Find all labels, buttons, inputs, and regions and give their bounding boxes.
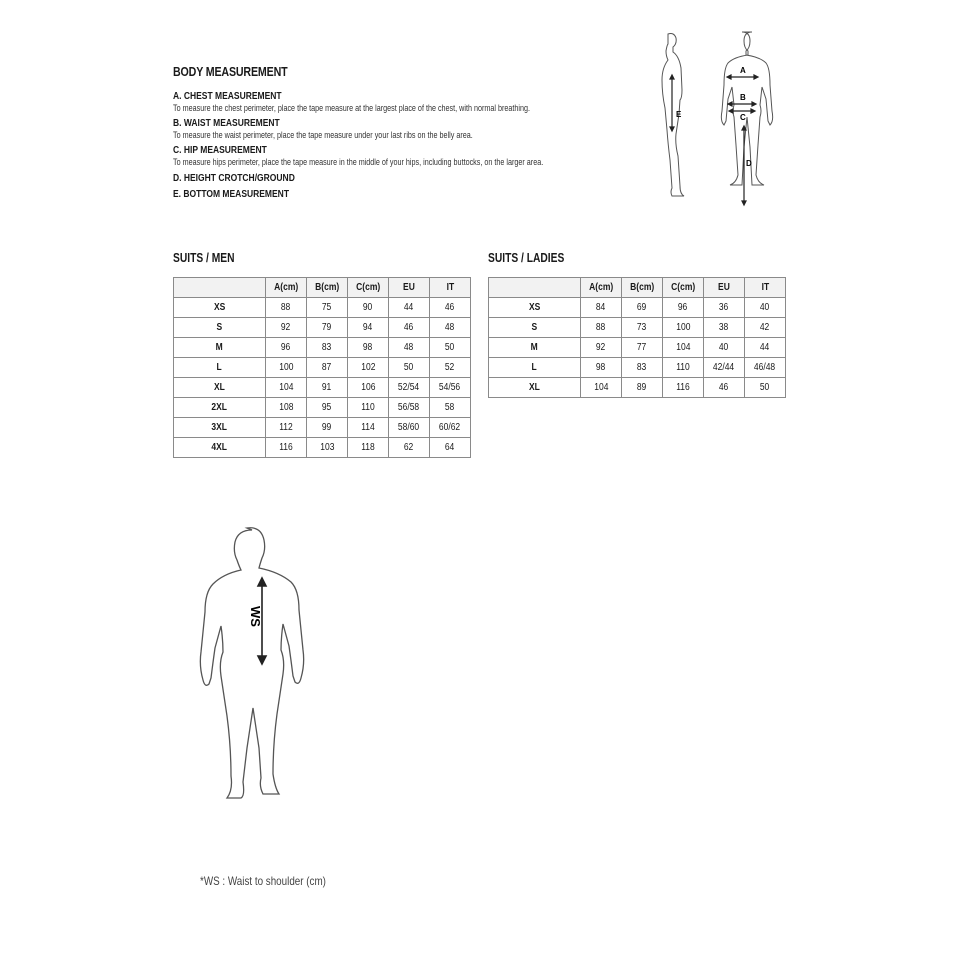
size-value: 62 — [389, 438, 430, 458]
table-row — [489, 298, 786, 318]
size-label: L — [489, 358, 581, 378]
table-row — [489, 338, 786, 358]
size-value: 44 — [389, 298, 430, 318]
size-value: 108 — [266, 398, 307, 418]
size-label: S — [489, 318, 581, 338]
size-label: M — [489, 338, 581, 358]
size-value: 98 — [581, 358, 622, 378]
table-row — [174, 338, 471, 358]
header-label: B(cm) — [629, 282, 655, 293]
table-row — [174, 398, 471, 418]
ladies-table-title: SUITS / LADIES — [488, 251, 565, 265]
size-value: 88 — [266, 298, 307, 318]
size-value: 102 — [348, 358, 389, 378]
size-value: 100 — [663, 318, 704, 338]
measurement-d-heading: D. HEIGHT CROTCH/GROUND — [173, 173, 295, 184]
ladies-col-header — [745, 278, 786, 298]
size-value: 42/44 — [704, 358, 745, 378]
size-value: 91 — [307, 378, 348, 398]
size-value: 112 — [266, 418, 307, 438]
label-a: A — [740, 66, 746, 75]
label-d: D — [746, 159, 752, 168]
size-label: 4XL — [174, 438, 266, 458]
body-measurement-diagram — [650, 28, 780, 213]
header-label: A(cm) — [273, 282, 299, 293]
size-value: 100 — [266, 358, 307, 378]
size-label: XS — [489, 298, 581, 318]
measurement-a-heading: A. CHEST MEASUREMENT — [173, 91, 282, 102]
header-label: C(cm) — [355, 282, 381, 293]
ladies-col-header — [581, 278, 622, 298]
men-size-table — [173, 277, 471, 458]
table-row — [489, 378, 786, 398]
ladies-col-header — [622, 278, 663, 298]
size-value: 96 — [266, 338, 307, 358]
measurement-b-desc: To measure the waist perimeter, place the tape measure under your last ribs on the belly area. — [173, 130, 473, 140]
header-label: EU — [403, 282, 415, 293]
size-value: 42 — [745, 318, 786, 338]
size-value: 104 — [581, 378, 622, 398]
size-label: L — [174, 358, 266, 378]
size-value: 64 — [430, 438, 471, 458]
table-row — [489, 318, 786, 338]
table-row — [174, 318, 471, 338]
header-label: IT — [761, 282, 769, 293]
measurement-c-heading: C. HIP MEASUREMENT — [173, 145, 267, 156]
size-label: 2XL — [174, 398, 266, 418]
size-value: 48 — [389, 338, 430, 358]
label-c: C — [740, 113, 746, 122]
size-value: 92 — [581, 338, 622, 358]
size-value: 46 — [389, 318, 430, 338]
size-value: 110 — [663, 358, 704, 378]
men-table-title: SUITS / MEN — [173, 251, 235, 265]
table-row — [174, 378, 471, 398]
size-value: 69 — [622, 298, 663, 318]
size-value: 46/48 — [745, 358, 786, 378]
label-e: E — [676, 110, 682, 119]
header-label: C(cm) — [670, 282, 696, 293]
size-value: 92 — [266, 318, 307, 338]
size-value: 83 — [622, 358, 663, 378]
measurement-e-heading: E. BOTTOM MEASUREMENT — [173, 189, 290, 200]
men-col-header — [430, 278, 471, 298]
size-value: 54/56 — [430, 378, 471, 398]
size-value: 118 — [348, 438, 389, 458]
table-row — [174, 438, 471, 458]
table-header-row — [174, 278, 471, 298]
size-value: 46 — [430, 298, 471, 318]
measurement-b-heading: B. WAIST MEASUREMENT — [173, 118, 280, 129]
measurement-c-desc: To measure hips perimeter, place the tape measure in the middle of your hips, including buttocks, on the larger area. — [173, 157, 544, 167]
label-b: B — [740, 93, 746, 102]
table-row — [174, 358, 471, 378]
size-value: 52/54 — [389, 378, 430, 398]
size-value: 60/62 — [430, 418, 471, 438]
ladies-col-header — [704, 278, 745, 298]
size-value: 94 — [348, 318, 389, 338]
body-outline — [200, 528, 303, 798]
size-value: 84 — [581, 298, 622, 318]
size-value: 56/58 — [389, 398, 430, 418]
ladies-header-corner — [489, 278, 581, 298]
size-label: S — [174, 318, 266, 338]
size-value: 58/60 — [389, 418, 430, 438]
table-row — [174, 298, 471, 318]
size-value: 52 — [430, 358, 471, 378]
size-value: 116 — [266, 438, 307, 458]
size-value: 38 — [704, 318, 745, 338]
header-label: A(cm) — [588, 282, 614, 293]
ws-note: *WS : Waist to shoulder (cm) — [200, 874, 326, 888]
size-value: 50 — [745, 378, 786, 398]
size-value: 106 — [348, 378, 389, 398]
waist-to-shoulder-figure — [195, 522, 315, 842]
size-value: 96 — [663, 298, 704, 318]
size-value: 50 — [389, 358, 430, 378]
size-value: 83 — [307, 338, 348, 358]
men-col-header — [348, 278, 389, 298]
size-value: 44 — [745, 338, 786, 358]
size-value: 40 — [745, 298, 786, 318]
size-value: 89 — [622, 378, 663, 398]
size-value: 87 — [307, 358, 348, 378]
men-col-header — [266, 278, 307, 298]
size-value: 48 — [430, 318, 471, 338]
size-label: XL — [489, 378, 581, 398]
size-value: 116 — [663, 378, 704, 398]
header-label: IT — [446, 282, 454, 293]
size-value: 103 — [307, 438, 348, 458]
header-label: EU — [718, 282, 730, 293]
size-value: 110 — [348, 398, 389, 418]
size-value: 114 — [348, 418, 389, 438]
men-col-header — [307, 278, 348, 298]
size-value: 98 — [348, 338, 389, 358]
measurement-a-desc: To measure the chest perimeter, place the tape measure at the largest place of the chest, with normal breathing. — [173, 103, 530, 113]
table-header-row — [489, 278, 786, 298]
table-row — [489, 358, 786, 378]
table-row — [174, 418, 471, 438]
size-label: XS — [174, 298, 266, 318]
men-header-corner — [174, 278, 266, 298]
size-value: 50 — [430, 338, 471, 358]
size-label: M — [174, 338, 266, 358]
size-label: XL — [174, 378, 266, 398]
size-value: 58 — [430, 398, 471, 418]
size-value: 88 — [581, 318, 622, 338]
size-value: 73 — [622, 318, 663, 338]
men-col-header — [389, 278, 430, 298]
size-value: 104 — [663, 338, 704, 358]
size-value: 79 — [307, 318, 348, 338]
size-value: 36 — [704, 298, 745, 318]
ladies-col-header — [663, 278, 704, 298]
size-value: 46 — [704, 378, 745, 398]
ws-label: WS — [248, 606, 263, 627]
size-value: 95 — [307, 398, 348, 418]
size-value: 40 — [704, 338, 745, 358]
size-value: 77 — [622, 338, 663, 358]
page-title: BODY MEASUREMENT — [173, 64, 288, 79]
size-value: 104 — [266, 378, 307, 398]
size-value: 75 — [307, 298, 348, 318]
size-value: 99 — [307, 418, 348, 438]
size-value: 90 — [348, 298, 389, 318]
ladies-size-table — [488, 277, 786, 398]
header-label: B(cm) — [314, 282, 340, 293]
size-label: 3XL — [174, 418, 266, 438]
